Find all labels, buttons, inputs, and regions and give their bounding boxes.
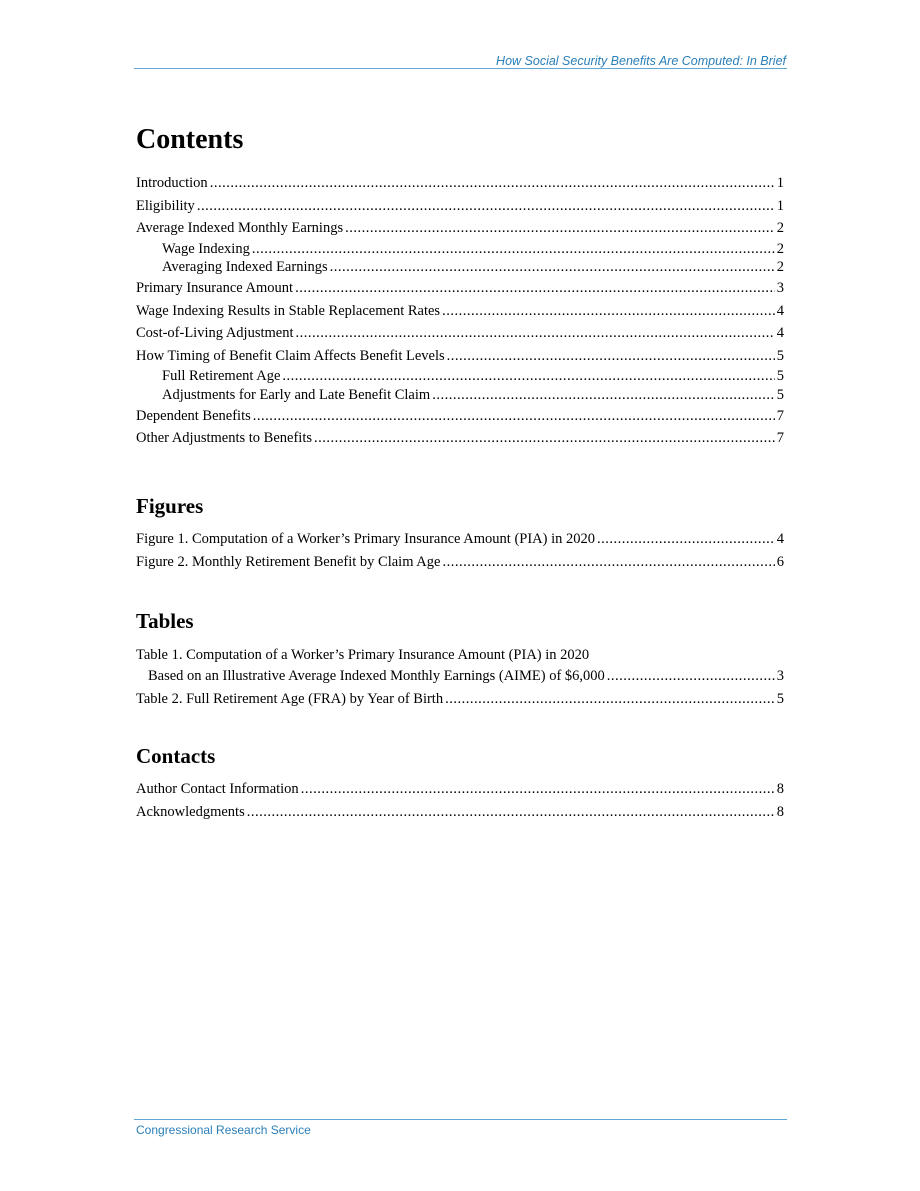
- toc-label: Averaging Indexed Earnings: [162, 259, 328, 276]
- toc-page: 4: [776, 325, 784, 342]
- toc-page: 4: [776, 531, 784, 547]
- toc-item-dependent-benefits[interactable]: [136, 405, 784, 428]
- toc-label: Other Adjustments to Benefits: [136, 430, 312, 447]
- toc-label: Table 1. Computation of a Worker’s Primary Insurance Amount (PIA) in 2020: [136, 647, 590, 663]
- figures-list: [136, 528, 784, 573]
- toc-label: Acknowledgments: [136, 803, 245, 820]
- toc-page: 5: [776, 690, 784, 707]
- toc-item-author-contact[interactable]: [136, 778, 784, 801]
- toc-label: Full Retirement Age: [162, 368, 281, 385]
- toc-item-table-2[interactable]: [136, 688, 784, 711]
- toc-item-full-retirement-age[interactable]: [136, 367, 784, 386]
- toc-item-figure-2[interactable]: [136, 551, 784, 574]
- toc-item-introduction[interactable]: [136, 172, 784, 195]
- toc-item-figure-1[interactable]: [136, 528, 784, 551]
- toc-page: 7: [776, 430, 784, 447]
- toc-page: 3: [776, 279, 784, 296]
- toc-label-continued: Based on an Illustrative Average Indexed Monthly Earnings (AIME) of $6,000: [148, 668, 605, 684]
- toc-label: Author Contact Information: [136, 781, 299, 797]
- contacts-list: [136, 778, 784, 823]
- toc-page: 4: [776, 302, 784, 319]
- toc-page: 1: [776, 197, 784, 214]
- toc-item-aime[interactable]: [136, 217, 784, 240]
- toc-label: Dependent Benefits: [136, 407, 251, 424]
- toc-page: 1: [776, 175, 784, 191]
- contents-list: [136, 172, 784, 450]
- toc-item-replacement-rates[interactable]: [136, 300, 784, 323]
- toc-label: Wage Indexing Results in Stable Replacement Rates: [136, 302, 441, 319]
- toc-page: 3: [776, 668, 784, 684]
- footer-rule: [134, 1119, 787, 1120]
- toc-page: 8: [776, 781, 784, 797]
- contents-heading: Contents: [136, 124, 244, 155]
- toc-page: 5: [776, 368, 784, 385]
- toc-label: How Timing of Benefit Claim Affects Benefit Levels: [136, 347, 445, 364]
- toc-page: 5: [776, 347, 784, 364]
- toc-label: Primary Insurance Amount: [136, 279, 294, 296]
- toc-label: Figure 1. Computation of a Worker’s Primary Insurance Amount (PIA) in 2020: [136, 531, 596, 547]
- tables-list: [136, 645, 784, 710]
- toc-item-early-late-claim[interactable]: [136, 386, 784, 405]
- toc-item-other-adjustments[interactable]: [136, 427, 784, 450]
- toc-item-eligibility[interactable]: [136, 195, 784, 218]
- toc-item-averaging-indexed-earnings[interactable]: [136, 258, 784, 277]
- toc-label: Adjustments for Early and Late Benefit Claim: [162, 386, 431, 403]
- toc-label: Figure 2. Monthly Retirement Benefit by Claim Age: [136, 553, 441, 570]
- toc-label: Eligibility: [136, 197, 195, 214]
- toc-item-acknowledgments[interactable]: [136, 801, 784, 824]
- toc-label: Table 2. Full Retirement Age (FRA) by Year of Birth: [136, 690, 444, 707]
- toc-item-pia[interactable]: [136, 277, 784, 300]
- toc-page: 5: [776, 386, 784, 403]
- toc-item-cola[interactable]: [136, 322, 784, 345]
- tables-heading: Tables: [136, 609, 194, 633]
- toc-page: 6: [776, 553, 784, 570]
- figures-heading: Figures: [136, 494, 204, 518]
- toc-label: Average Indexed Monthly Earnings: [136, 220, 344, 237]
- toc-page: 7: [776, 407, 784, 424]
- footer-text: Congressional Research Service: [136, 1123, 311, 1137]
- toc-page: 2: [776, 220, 784, 237]
- running-header: How Social Security Benefits Are Computed: In Brief: [496, 54, 786, 68]
- contacts-heading: Contacts: [136, 744, 216, 768]
- toc-item-claim-timing[interactable]: [136, 345, 784, 368]
- toc-label: Wage Indexing: [162, 240, 250, 257]
- toc-label: Introduction: [136, 175, 208, 191]
- toc-page: 2: [776, 259, 784, 276]
- toc-label: Cost-of-Living Adjustment: [136, 325, 294, 342]
- toc-item-wage-indexing[interactable]: [136, 240, 784, 259]
- toc-item-table-1[interactable]: [136, 645, 784, 688]
- header-rule: [134, 68, 787, 69]
- toc-page: 2: [776, 240, 784, 257]
- toc-page: 8: [776, 803, 784, 820]
